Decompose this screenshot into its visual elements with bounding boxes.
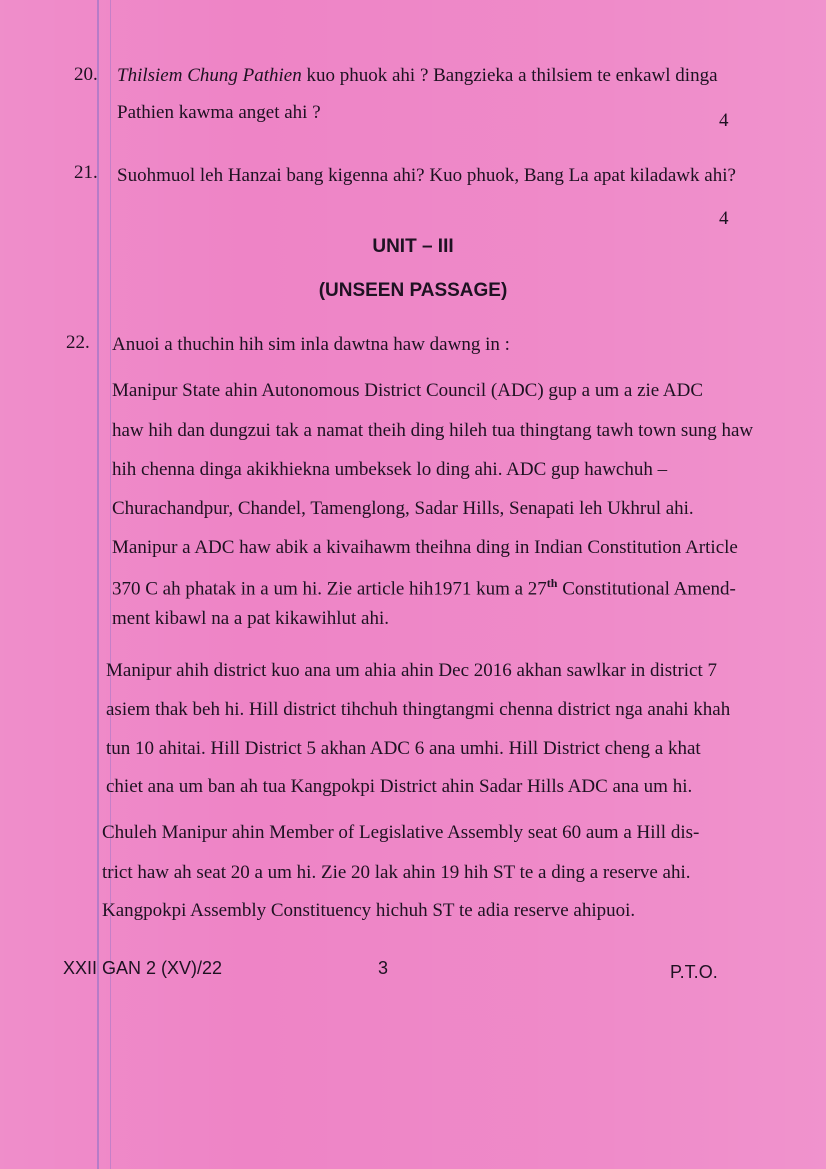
unit-title: UNIT – III [372, 236, 454, 257]
passage-line: Kangpokpi Assembly Constituency hichuh ST te adia reserve ahipuoi. [102, 900, 636, 921]
passage-line: Chuleh Manipur ahin Member of Legislative Assembly seat 60 aum a Hill dis- [102, 822, 700, 843]
passage-line-text: Constitutional Amend- [557, 578, 736, 600]
passage-line: trict haw ah seat 20 a um hi. Zie 20 lak ahin 19 hih ST te a ding a reserve ahi. [102, 862, 691, 883]
pto-label: P.T.O. [670, 962, 718, 982]
passage-line: haw hih dan dungzui tak a namat theih ding hileh tua thingtang tawh town sung haw [112, 420, 754, 441]
page-number: 3 [378, 958, 389, 978]
question-20-line-1 [117, 66, 718, 85]
question-number: 21. [74, 162, 98, 183]
superscript: th [546, 576, 558, 590]
question-20-marks: 4 [719, 110, 729, 131]
question-number: 22. [66, 332, 90, 353]
passage-line [112, 576, 736, 600]
question-20-italic-title: Thilsiem Chung Pathien [117, 65, 302, 86]
passage-line-text: 370 C ah phatak in a um hi. Zie article hih1971 kum a 27 [112, 578, 547, 600]
passage-line: ment kibawl na a pat kikawihlut ahi. [112, 608, 390, 629]
passage-line: Manipur ahih district kuo ana um ahia ahin Dec 2016 akhan sawlkar in district 7 [106, 660, 718, 681]
question-22-instruction: Anuoi a thuchin hih sim inla dawtna haw dawng in : [112, 334, 510, 355]
question-21-text: Suohmuol leh Hanzai bang kigenna ahi? Kuo phuok, Bang La apat kiladawk ahi? [117, 165, 736, 186]
question-20-text: kuo phuok ahi ? Bangzieka a thilsiem te enkawl dinga [301, 65, 718, 86]
unit-subtitle: (UNSEEN PASSAGE) [318, 280, 508, 301]
paper-code: XXII GAN 2 (XV)/22 [63, 958, 223, 978]
question-20-line-2: Pathien kawma anget ahi ? [117, 102, 321, 123]
passage-line: Manipur a ADC haw abik a kivaihawm theihna ding in Indian Constitution Article [112, 537, 738, 558]
passage-line: asiem thak beh hi. Hill district tihchuh thingtangmi chenna district nga anahi khah [106, 699, 731, 720]
question-number: 20. [74, 64, 98, 85]
question-21-marks: 4 [719, 208, 729, 229]
passage-line: Churachandpur, Chandel, Tamenglong, Sadar Hills, Senapati leh Ukhrul ahi. [112, 498, 694, 519]
passage-line: Manipur State ahin Autonomous District Council (ADC) gup a um a zie ADC [112, 380, 704, 401]
passage-line: tun 10 ahitai. Hill District 5 akhan ADC 6 ana umhi. Hill District cheng a khat [106, 738, 701, 759]
margin-rule-inner [110, 0, 111, 1169]
passage-line: chiet ana um ban ah tua Kangpokpi District ahin Sadar Hills ADC ana um hi. [106, 776, 693, 797]
passage-line: hih chenna dinga akikhiekna umbeksek lo ding ahi. ADC gup hawchuh – [112, 459, 668, 480]
